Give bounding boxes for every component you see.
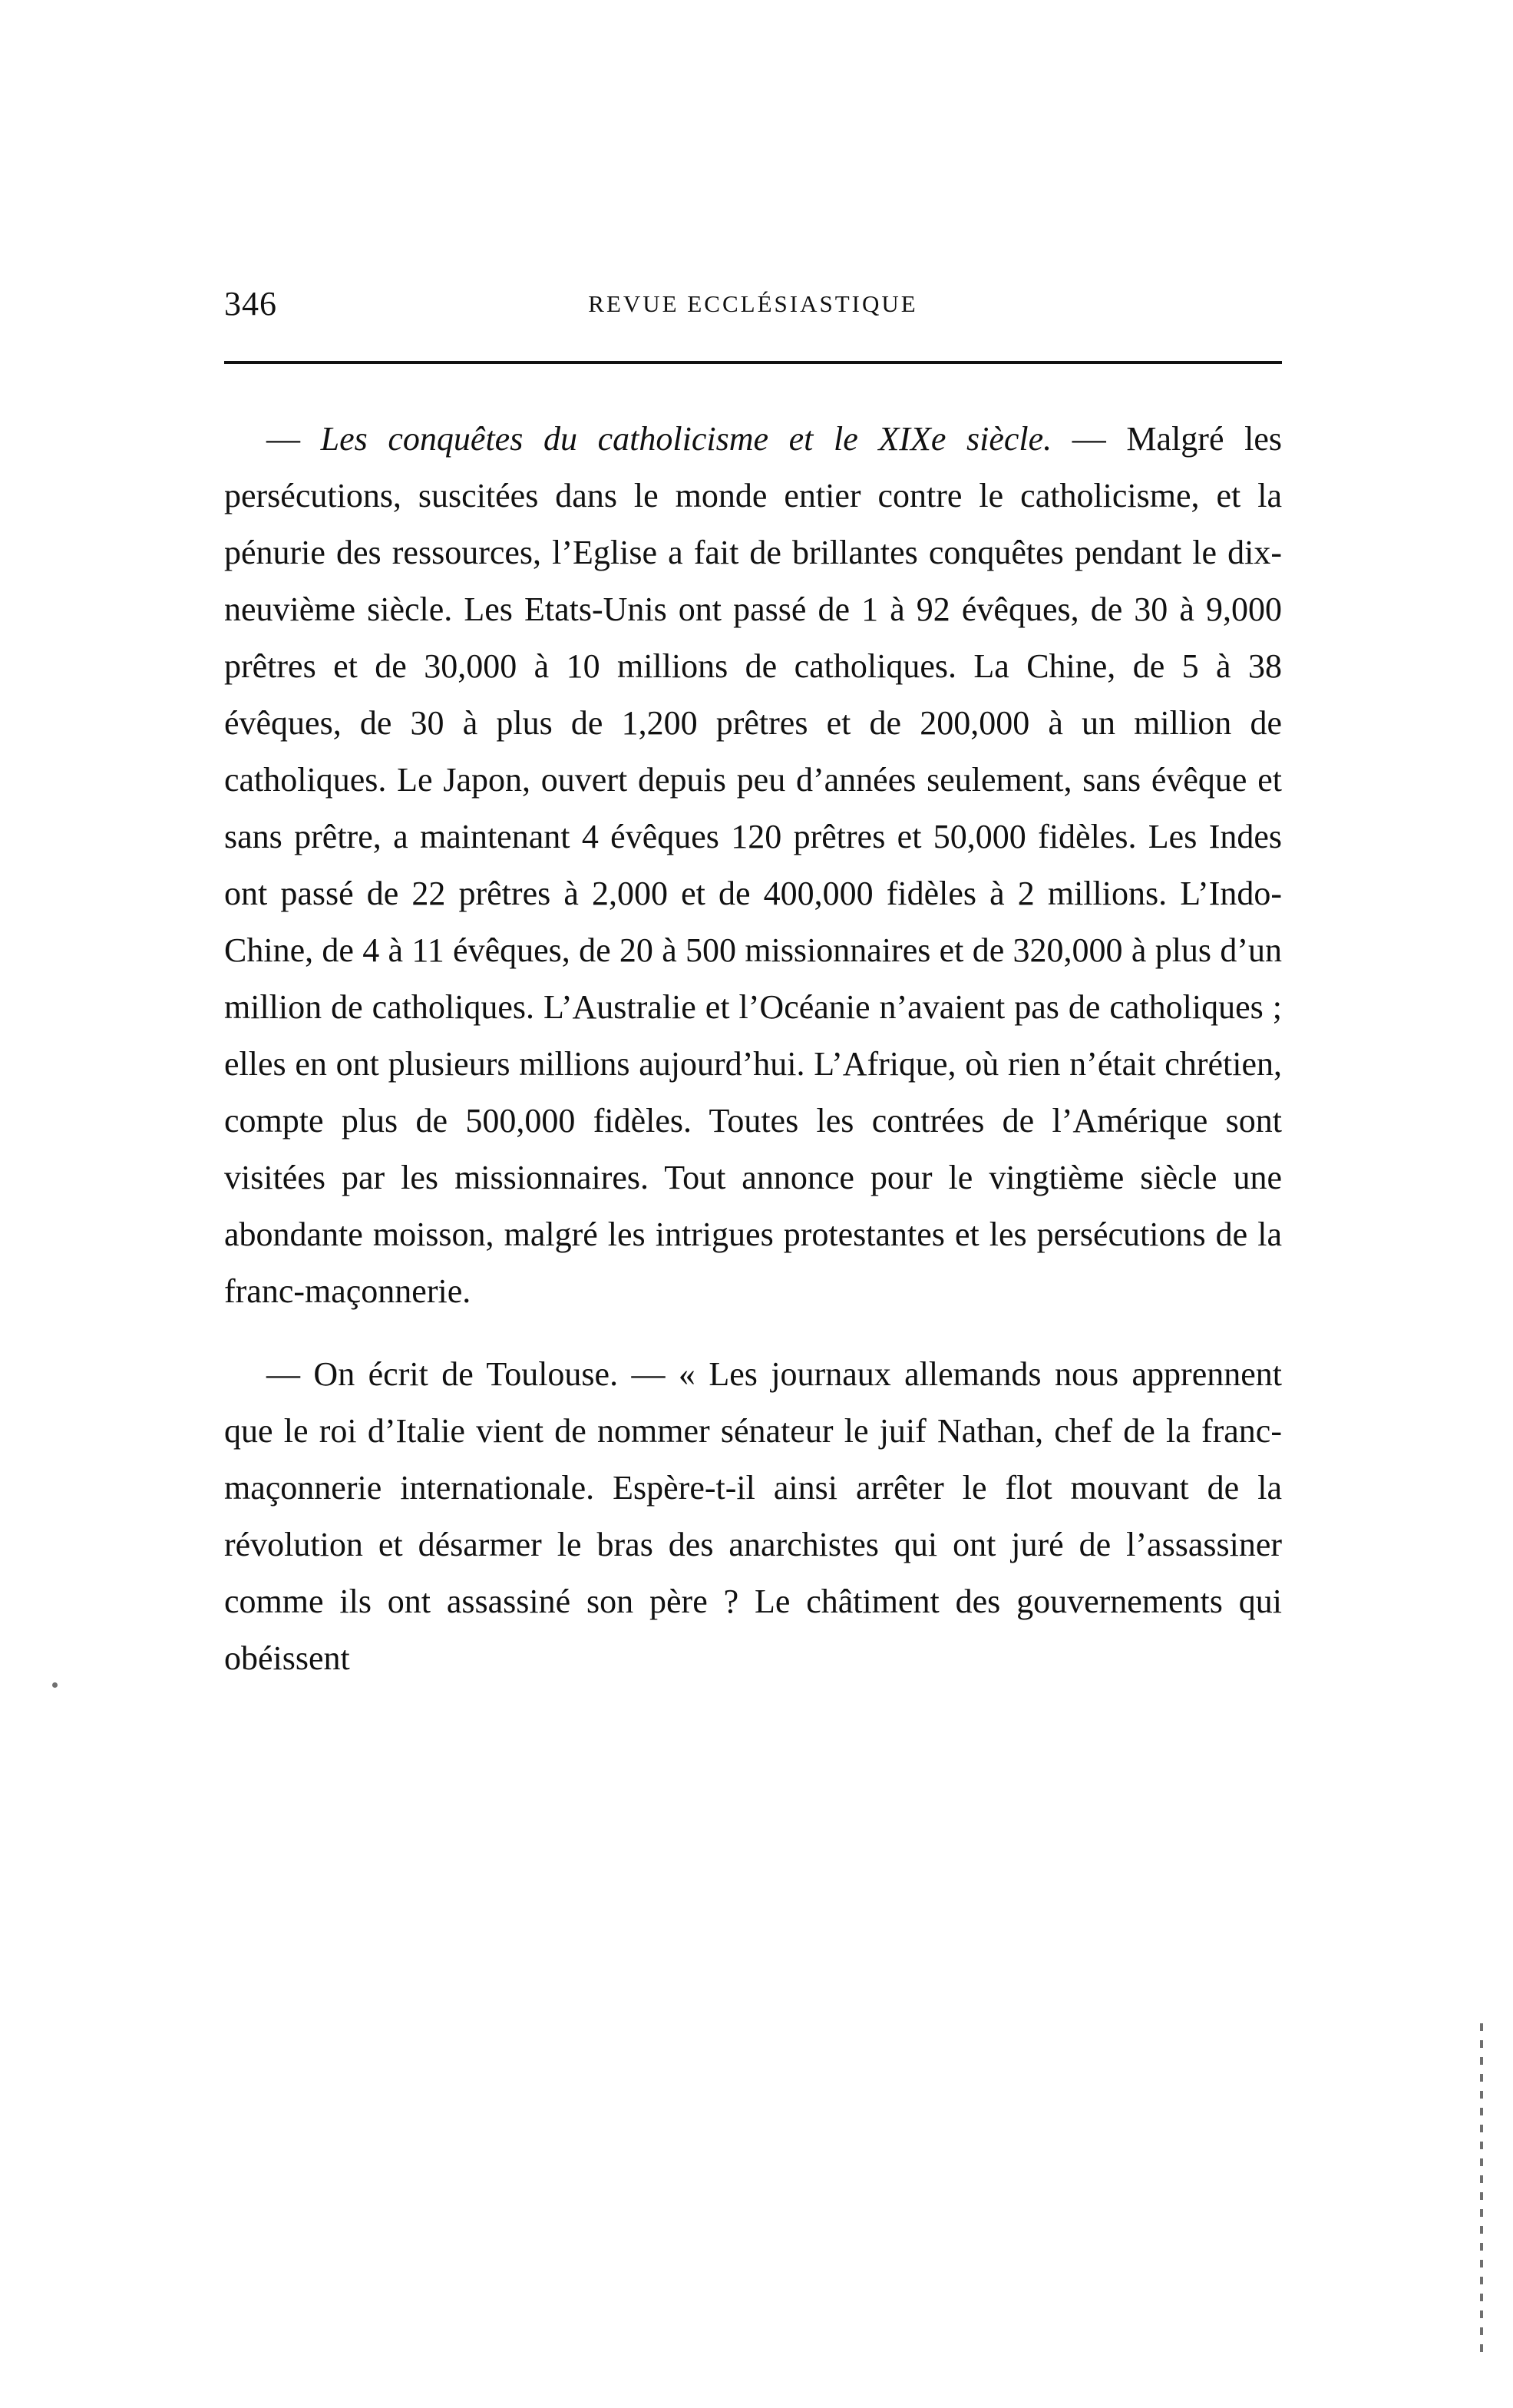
paragraph-lead-dash: — (266, 420, 321, 458)
paragraph-conquests (224, 411, 1282, 1320)
section-title: Les conquêtes du catholicisme et le XIXe siècle. (320, 420, 1052, 458)
page-number: 346 (224, 285, 277, 322)
paragraph-toulouse (224, 1346, 1282, 1687)
article-body (224, 411, 1282, 1687)
page-header (224, 284, 1282, 330)
scan-edge-mark (1480, 2023, 1483, 2353)
scan-dot (52, 1682, 58, 1688)
paragraph-text: — On écrit de Toulouse. — « Les journaux allemands nous apprennent que le roi d’Italie vient de nommer sénateur le juif Nathan, chef de la franc-maçonnerie internationale. Espère-t-il ainsi arrêter le flot mouvant de la révolution et désarmer le bras des anarchistes qui ont juré de l’assassiner comme ils ont assassiné son père ? Le châtiment des gouvernements qui obéissent (224, 1355, 1282, 1677)
running-title: REVUE ECCLÉSIASTIQUE (588, 290, 918, 317)
paragraph-text: — Malgré les persécutions, suscitées dans le monde entier contre le catholicisme, et la pénurie des ressources, l’Eglise a fait de brillantes conquêtes pendant le dix-neuvième siècle. Les Etats-Unis ont passé de 1 à 92 évêques, de 30 à 9,000 prêtres et de 30,000 à 10 millions de catholiques. La Chine, de 5 à 38 évêques, de 30 à plus de 1,200 prêtres et de 200,000 à un million de catholiques. Le Japon, ouvert depuis peu d’années seulement, sans évêque et sans prêtre, a maintenant 4 évêques 120 prêtres et 50,000 fidèles. Les Indes ont passé de 22 prêtres à 2,000 et de 400,000 fidèles à 2 millions. L’Indo-Chine, de 4 à 11 évêques, de 20 à 500 missionnaires et de 320,000 à plus d’un million de catholiques. L’Australie et l’Océanie n’avaient pas de catholiques ; elles en ont plusieurs millions aujourd’hui. L’Afrique, où rien n’était chrétien, compte plus de 500,000 fidèles. Toutes les contrées de l’Amérique sont visitées par les missionnaires. Tout annonce pour le vingtième siècle une abondante moisson, malgré les intrigues protestantes et les persécutions de la franc-maçonnerie. (224, 420, 1283, 1310)
header-rule (224, 361, 1282, 364)
